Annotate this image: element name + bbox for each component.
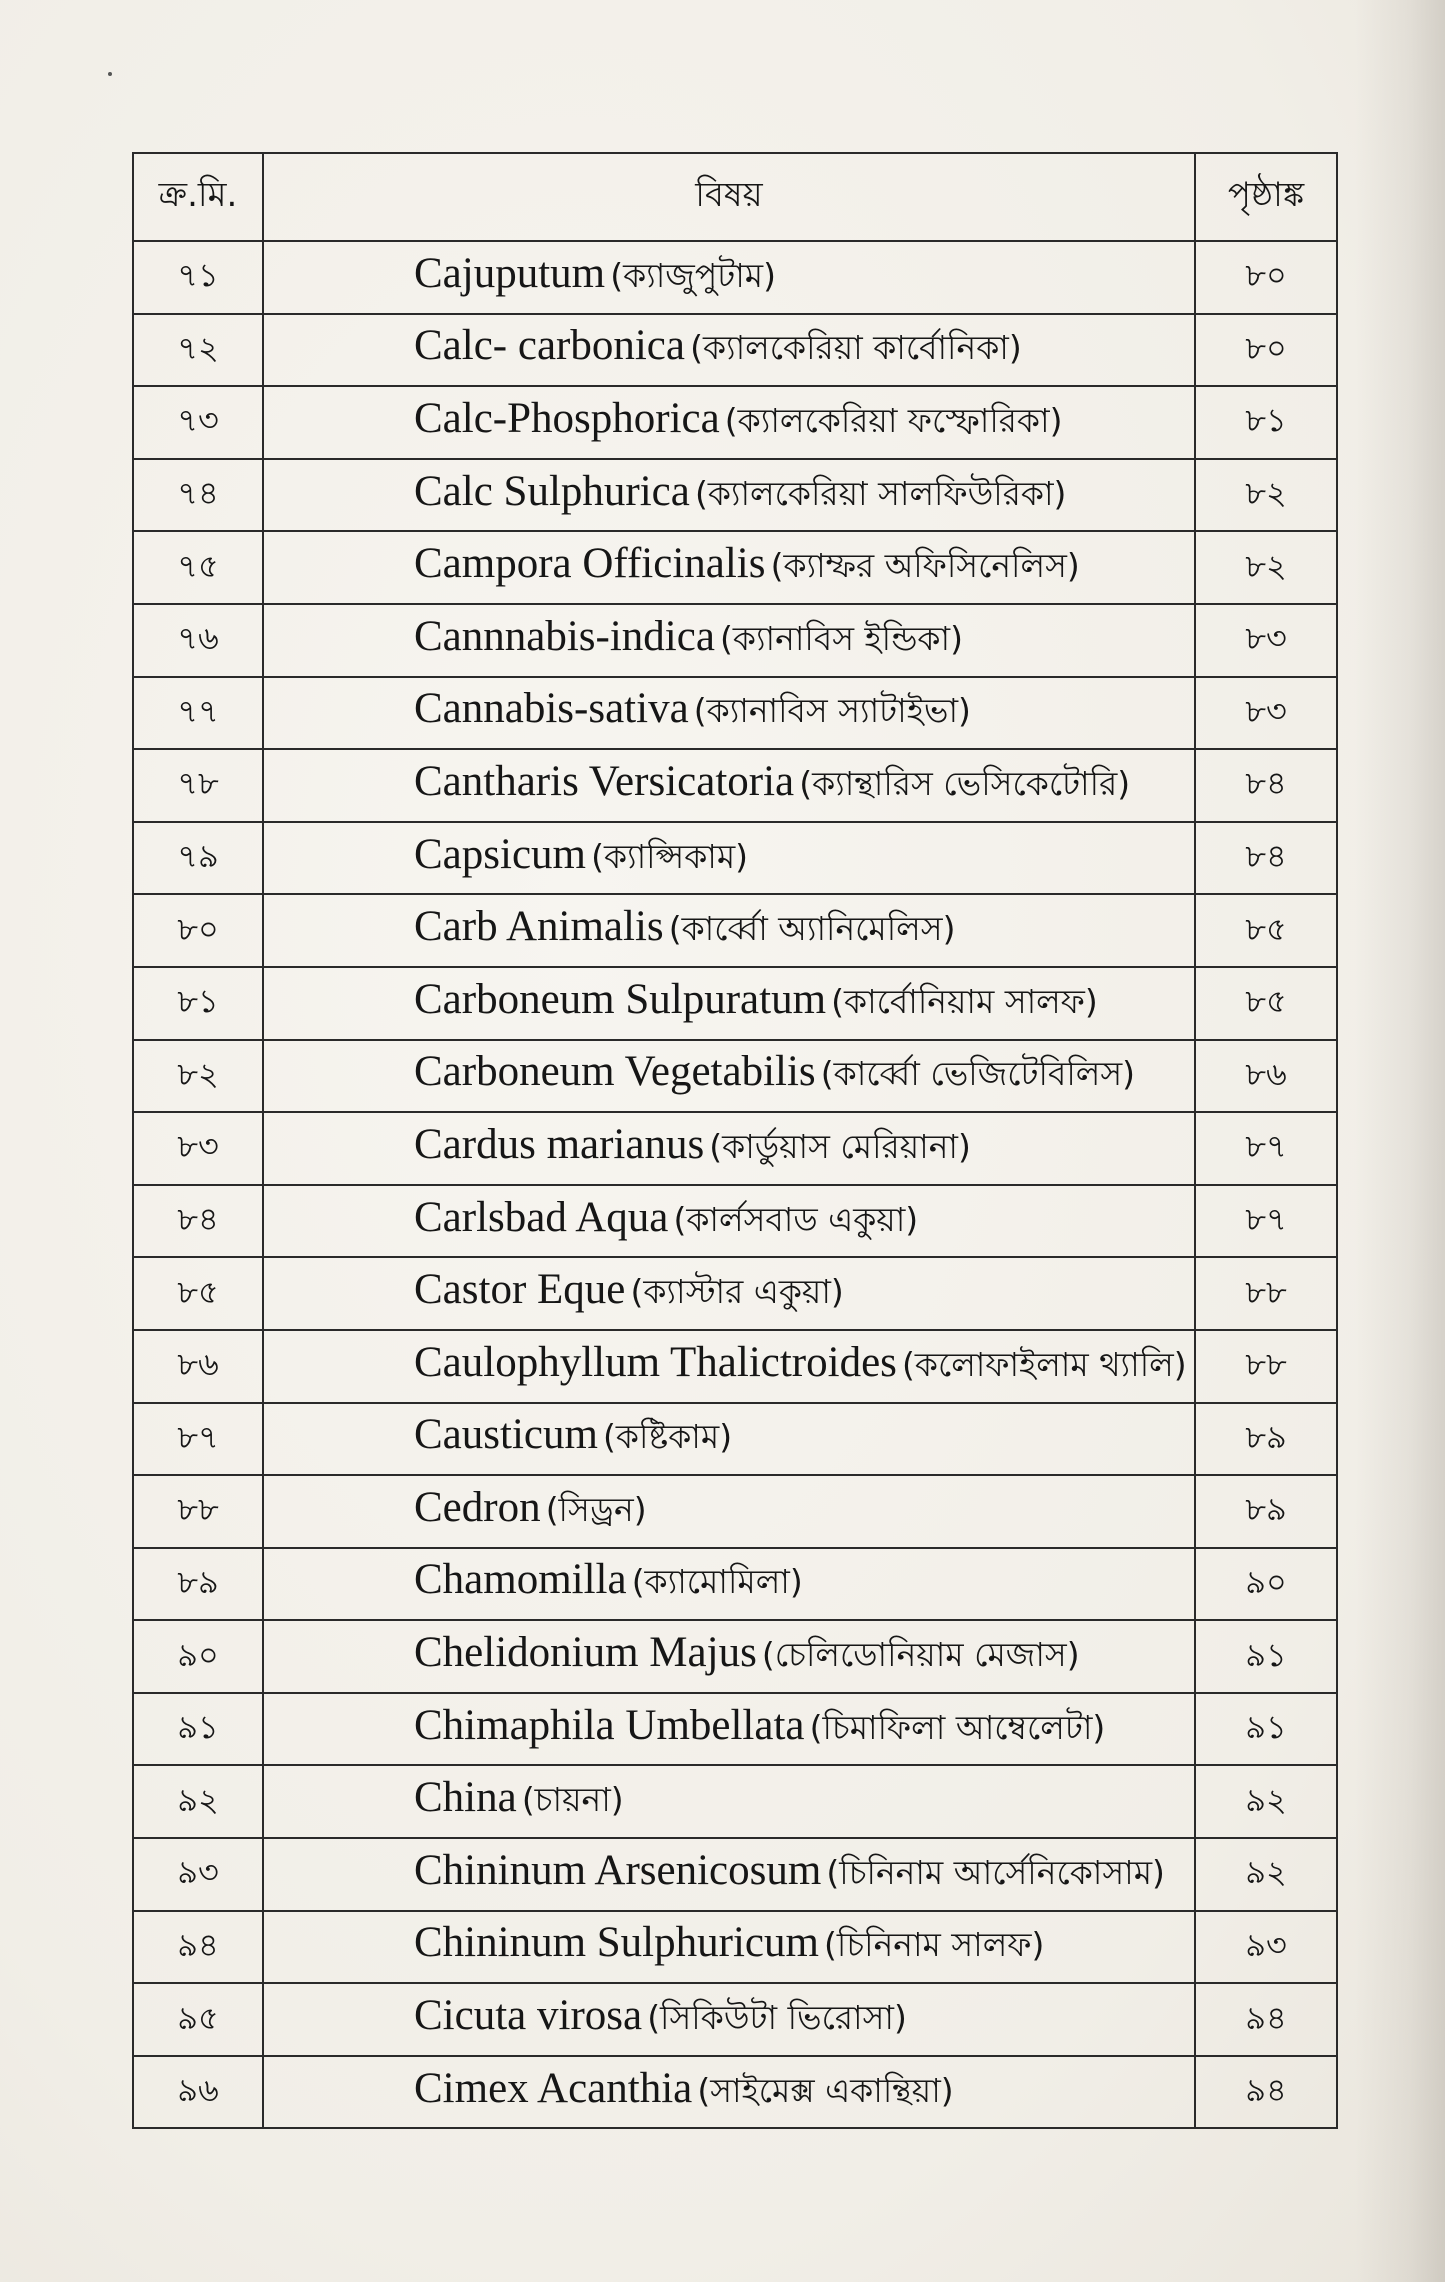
remedy-name-english: Carlsbad Aqua — [414, 1193, 669, 1241]
page-number: ৯১ — [1195, 1693, 1337, 1766]
serial-number: ৮২ — [133, 1040, 263, 1113]
table-row — [133, 1112, 1337, 1185]
serial-number: ৮৭ — [133, 1403, 263, 1476]
page-number: ৮৫ — [1195, 894, 1337, 967]
serial-number: ৭৭ — [133, 677, 263, 750]
remedy-name-english: Campora Officinalis — [414, 540, 766, 588]
remedy-name-bengali: (চিনিনাম সালফ) — [824, 1925, 1045, 1965]
serial-number: ৭৬ — [133, 604, 263, 677]
remedy-name-english: Caulophyllum Thalictroides — [414, 1338, 897, 1386]
remedy-name-bengali: (ক্যাস্টার একুয়া) — [630, 1272, 844, 1312]
remedy-name-english: Chamomilla — [414, 1556, 627, 1604]
page-number: ৯৪ — [1195, 2056, 1337, 2129]
remedy-name-bengali: (সিড্রন) — [545, 1489, 647, 1529]
remedy-name-english: Chelidonium Majus — [414, 1629, 757, 1677]
table-row — [133, 1257, 1337, 1330]
subject-cell — [263, 1693, 1195, 1766]
page-number: ৮৯ — [1195, 1403, 1337, 1476]
table-row — [133, 531, 1337, 604]
serial-number: ৭৫ — [133, 531, 263, 604]
subject-cell — [263, 1112, 1195, 1185]
page-number: ৮২ — [1195, 531, 1337, 604]
remedy-name-bengali: (ক্যান্থারিস ভেসিকেটোরি) — [799, 763, 1131, 803]
subject-cell — [263, 1330, 1195, 1403]
remedy-name-english: Cicuta virosa — [414, 1992, 643, 2040]
subject-cell — [263, 314, 1195, 387]
table-row — [133, 1838, 1337, 1911]
remedy-name-english: Cannnabis-indica — [414, 612, 715, 660]
table-row — [133, 1330, 1337, 1403]
remedy-name-english: Chimaphila Umbellata — [414, 1701, 805, 1749]
serial-number: ৮৯ — [133, 1548, 263, 1621]
serial-number: ৯০ — [133, 1620, 263, 1693]
subject-cell — [263, 1185, 1195, 1258]
table-row — [133, 1475, 1337, 1548]
remedy-name-bengali: (ক্যালকেরিয়া সালফিউরিকা) — [694, 473, 1067, 513]
page-number: ৮২ — [1195, 459, 1337, 532]
page-number: ৮৯ — [1195, 1475, 1337, 1548]
page-number: ৮৮ — [1195, 1257, 1337, 1330]
page-number: ৮৪ — [1195, 822, 1337, 895]
page-number: ৮৫ — [1195, 967, 1337, 1040]
table-row — [133, 1040, 1337, 1113]
remedy-name-english: Carboneum Sulpuratum — [414, 975, 827, 1023]
remedy-name-bengali: (ক্যাপ্সিকাম) — [591, 836, 749, 876]
remedy-name-english: Calc-Phosphorica — [414, 394, 720, 442]
remedy-name-english: Capsicum — [414, 830, 586, 878]
page-number: ৮০ — [1195, 314, 1337, 387]
table-row — [133, 1620, 1337, 1693]
serial-number: ৭৯ — [133, 822, 263, 895]
remedy-name-bengali: (ক্যালকেরিয়া ফস্ফোরিকা) — [724, 400, 1063, 440]
remedy-name-bengali: (চায়না) — [521, 1780, 624, 1820]
subject-cell — [263, 1548, 1195, 1621]
page-number: ৮৩ — [1195, 604, 1337, 677]
page-number: ৮৮ — [1195, 1330, 1337, 1403]
serial-number: ৯৪ — [133, 1911, 263, 1984]
page-number: ৯৪ — [1195, 1983, 1337, 2056]
remedy-name-bengali: (সিকিউটা ভিরোসা) — [647, 1998, 907, 2038]
serial-number: ৮৬ — [133, 1330, 263, 1403]
serial-number: ৮০ — [133, 894, 263, 967]
serial-number: ৮৮ — [133, 1475, 263, 1548]
subject-cell — [263, 1475, 1195, 1548]
subject-cell — [263, 1838, 1195, 1911]
remedy-name-bengali: (ক্যাজুপুটাম) — [610, 255, 776, 295]
remedy-name-english: Cardus marianus — [414, 1120, 705, 1168]
header-page: পৃষ্ঠাঙ্ক — [1195, 153, 1337, 241]
remedy-name-english: Cannabis-sativa — [414, 685, 689, 733]
subject-cell — [263, 1257, 1195, 1330]
remedy-name-bengali: (কার্লসবাড একুয়া) — [673, 1199, 919, 1239]
remedy-name-english: Calc- carbonica — [414, 322, 685, 370]
page-number: ৮৭ — [1195, 1185, 1337, 1258]
remedy-name-bengali: (কলোফাইলাম থ্যালি) — [901, 1344, 1187, 1384]
subject-cell — [263, 2056, 1195, 2129]
table-row — [133, 314, 1337, 387]
subject-cell — [263, 749, 1195, 822]
remedy-name-bengali: (কার্ডুয়াস মেরিয়ানা) — [709, 1126, 971, 1166]
remedy-name-bengali: (কার্বোনিয়াম সালফ) — [831, 981, 1098, 1021]
table-row — [133, 822, 1337, 895]
remedy-name-english: Causticum — [414, 1411, 598, 1459]
serial-number: ৮৪ — [133, 1185, 263, 1258]
page-number: ৮৪ — [1195, 749, 1337, 822]
index-table — [132, 152, 1338, 2129]
remedy-name-bengali: (চিমাফিলা আম্বেলেটা) — [809, 1707, 1106, 1747]
remedy-name-bengali: (চেলিডোনিয়াম মেজাস) — [761, 1635, 1080, 1675]
page-number: ৯০ — [1195, 1548, 1337, 1621]
table-row — [133, 2056, 1337, 2129]
remedy-name-english: Castor Eque — [414, 1266, 626, 1314]
serial-number: ৭৮ — [133, 749, 263, 822]
remedy-name-english: China — [414, 1774, 517, 1822]
page-number: ৯৩ — [1195, 1911, 1337, 1984]
remedy-name-english: Carboneum Vegetabilis — [414, 1048, 816, 1096]
subject-cell — [263, 1620, 1195, 1693]
serial-number: ৭১ — [133, 241, 263, 314]
table-row — [133, 677, 1337, 750]
header-subject: বিষয় — [263, 153, 1195, 241]
remedy-name-bengali: (ক্যালকেরিয়া কার্বোনিকা) — [690, 328, 1022, 368]
remedy-name-english: Calc Sulphurica — [414, 467, 690, 515]
binding-shadow — [1355, 0, 1445, 2282]
remedy-name-bengali: (ক্যানাবিস স্যাটাইভা) — [693, 691, 971, 731]
serial-number: ৮৩ — [133, 1112, 263, 1185]
table-row — [133, 749, 1337, 822]
serial-number: ৯২ — [133, 1765, 263, 1838]
table-row — [133, 459, 1337, 532]
serial-number: ৯৫ — [133, 1983, 263, 2056]
remedy-name-english: Cimex Acanthia — [414, 2064, 693, 2112]
remedy-name-english: Cantharis Versicatoria — [414, 757, 795, 805]
paper-speck — [108, 72, 112, 76]
table-row — [133, 1911, 1337, 1984]
remedy-name-bengali: (ক্যাম্ফর অফিসিনেলিস) — [770, 546, 1080, 586]
page-number: ৮৩ — [1195, 677, 1337, 750]
subject-cell — [263, 1911, 1195, 1984]
table-row — [133, 604, 1337, 677]
table-header — [133, 153, 1337, 241]
subject-cell — [263, 967, 1195, 1040]
table-row — [133, 1403, 1337, 1476]
header-serial: ক্র.মি. — [133, 153, 263, 241]
serial-number: ৮৫ — [133, 1257, 263, 1330]
serial-number: ৯১ — [133, 1693, 263, 1766]
subject-cell — [263, 677, 1195, 750]
remedy-name-bengali: (সাইমেক্স একান্থিয়া) — [697, 2070, 954, 2110]
table-row — [133, 1693, 1337, 1766]
serial-number: ৭৪ — [133, 459, 263, 532]
remedy-name-bengali: (ক্যামোমিলা) — [631, 1562, 803, 1602]
serial-number: ৮১ — [133, 967, 263, 1040]
serial-number: ৯৩ — [133, 1838, 263, 1911]
table-row — [133, 1185, 1337, 1258]
table-row — [133, 386, 1337, 459]
subject-cell — [263, 894, 1195, 967]
subject-cell — [263, 822, 1195, 895]
subject-cell — [263, 1983, 1195, 2056]
remedy-name-bengali: (ক্যানাবিস ইন্ডিকা) — [720, 618, 963, 658]
remedy-name-bengali: (চিনিনাম আর্সেনিকোসাম) — [826, 1852, 1165, 1892]
table-body — [133, 241, 1337, 2128]
remedy-name-english: Carb Animalis — [414, 903, 664, 951]
serial-number: ৭৩ — [133, 386, 263, 459]
serial-number: ৯৬ — [133, 2056, 263, 2129]
table-row — [133, 1765, 1337, 1838]
page-number: ৮৭ — [1195, 1112, 1337, 1185]
table-row — [133, 1548, 1337, 1621]
table-row — [133, 1983, 1337, 2056]
remedy-name-bengali: (কার্ব্বো ভেজিটেবিলিস) — [820, 1054, 1136, 1094]
subject-cell — [263, 604, 1195, 677]
subject-cell — [263, 531, 1195, 604]
page-number: ৯২ — [1195, 1838, 1337, 1911]
table-row — [133, 241, 1337, 314]
remedy-name-english: Chininum Arsenicosum — [414, 1846, 822, 1894]
remedy-name-english: Cedron — [414, 1483, 541, 1531]
page-number: ৯২ — [1195, 1765, 1337, 1838]
serial-number: ৭২ — [133, 314, 263, 387]
table-row — [133, 894, 1337, 967]
subject-cell — [263, 241, 1195, 314]
remedy-name-english: Cajuputum — [414, 249, 606, 297]
page-number: ৮৬ — [1195, 1040, 1337, 1113]
subject-cell — [263, 1040, 1195, 1113]
header-row — [133, 153, 1337, 241]
remedy-name-bengali: (কার্ব্বো অ্যানিমেলিস) — [668, 909, 956, 949]
remedy-name-bengali: (কষ্টিকাম) — [603, 1417, 733, 1457]
page-number: ৮০ — [1195, 241, 1337, 314]
remedy-name-english: Chininum Sulphuricum — [414, 1919, 819, 1967]
subject-cell — [263, 459, 1195, 532]
subject-cell — [263, 1403, 1195, 1476]
table-row — [133, 967, 1337, 1040]
subject-cell — [263, 1765, 1195, 1838]
subject-cell — [263, 386, 1195, 459]
page-number: ৯১ — [1195, 1620, 1337, 1693]
page-number: ৮১ — [1195, 386, 1337, 459]
